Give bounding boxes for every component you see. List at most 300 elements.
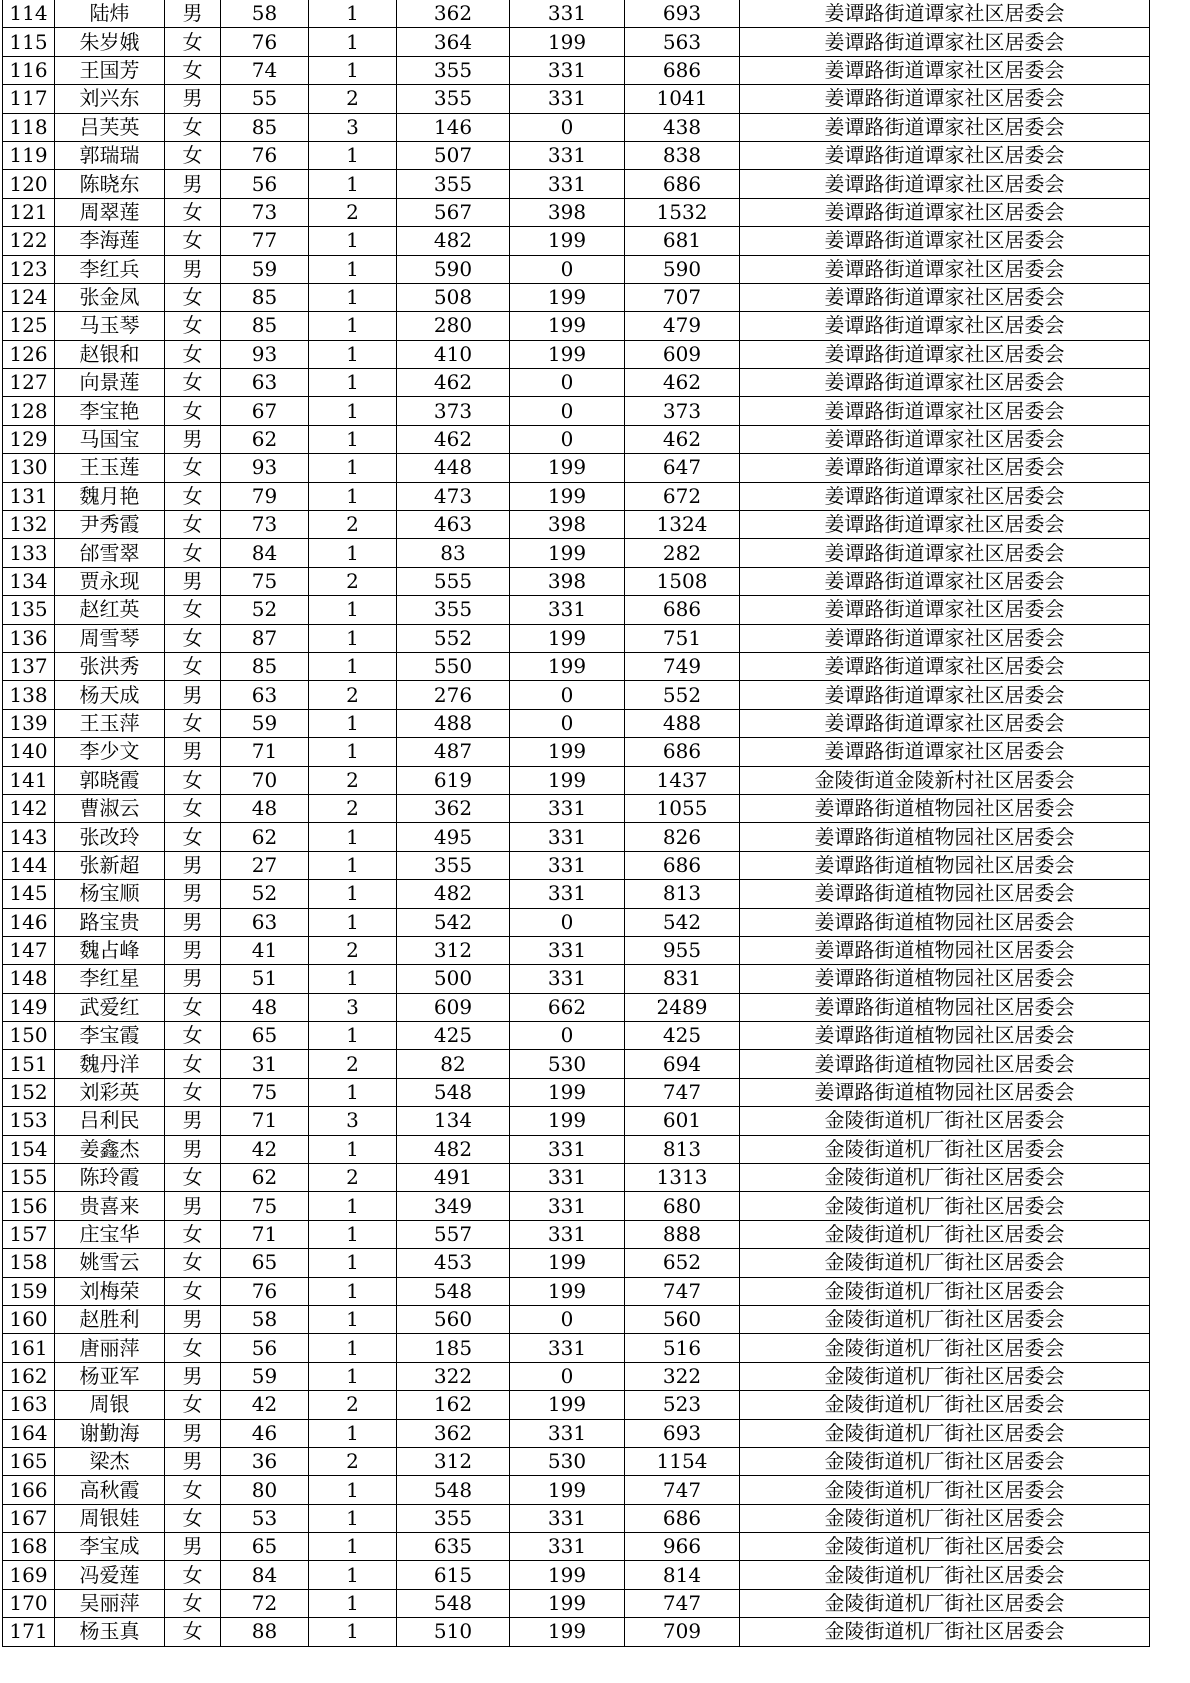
amount-b-cell: 199 (510, 28, 625, 56)
residents-committee-cell: 姜谭路街道谭家社区居委会 (740, 56, 1150, 84)
amount-a-cell: 560 (397, 1305, 510, 1333)
row-number-cell: 162 (3, 1362, 55, 1390)
amount-b-cell: 331 (510, 936, 625, 964)
amount-a-cell: 362 (397, 0, 510, 28)
person-name-cell: 魏月艳 (55, 482, 165, 510)
table-row (3, 1447, 1150, 1475)
household-count-cell: 1 (309, 283, 397, 311)
table-row (3, 1078, 1150, 1106)
household-count-cell: 1 (309, 312, 397, 340)
person-name-cell: 高秋霞 (55, 1476, 165, 1504)
age-cell: 85 (221, 312, 309, 340)
age-cell: 48 (221, 794, 309, 822)
total-amount-cell: 672 (625, 482, 740, 510)
amount-a-cell: 548 (397, 1277, 510, 1305)
age-cell: 31 (221, 1050, 309, 1078)
age-cell: 74 (221, 56, 309, 84)
total-amount-cell: 601 (625, 1107, 740, 1135)
residents-committee-cell: 金陵街道机厂街社区居委会 (740, 1476, 1150, 1504)
residents-committee-cell: 姜谭路街道谭家社区居委会 (740, 283, 1150, 311)
age-cell: 63 (221, 369, 309, 397)
amount-a-cell: 555 (397, 567, 510, 595)
gender-cell: 女 (165, 624, 221, 652)
row-number-cell: 151 (3, 1050, 55, 1078)
amount-a-cell: 550 (397, 652, 510, 680)
table-row (3, 1220, 1150, 1248)
amount-a-cell: 362 (397, 1419, 510, 1447)
amount-b-cell: 0 (510, 369, 625, 397)
person-name-cell: 周银娃 (55, 1504, 165, 1532)
amount-a-cell: 482 (397, 1135, 510, 1163)
total-amount-cell: 1437 (625, 766, 740, 794)
amount-b-cell: 331 (510, 1135, 625, 1163)
residents-committee-cell: 姜谭路街道谭家社区居委会 (740, 539, 1150, 567)
table-row (3, 936, 1150, 964)
amount-b-cell: 199 (510, 766, 625, 794)
total-amount-cell: 1055 (625, 794, 740, 822)
age-cell: 55 (221, 85, 309, 113)
household-count-cell: 1 (309, 1022, 397, 1050)
total-amount-cell: 563 (625, 28, 740, 56)
person-name-cell: 周银 (55, 1391, 165, 1419)
household-count-cell: 1 (309, 1334, 397, 1362)
table-row (3, 113, 1150, 141)
gender-cell: 女 (165, 511, 221, 539)
age-cell: 42 (221, 1135, 309, 1163)
age-cell: 88 (221, 1618, 309, 1646)
row-number-cell: 153 (3, 1107, 55, 1135)
row-number-cell: 139 (3, 709, 55, 737)
gender-cell: 女 (165, 1589, 221, 1617)
total-amount-cell: 831 (625, 965, 740, 993)
table-row (3, 738, 1150, 766)
row-number-cell: 130 (3, 454, 55, 482)
age-cell: 76 (221, 1277, 309, 1305)
person-name-cell: 姚雪云 (55, 1249, 165, 1277)
residents-committee-cell: 姜谭路街道谭家社区居委会 (740, 28, 1150, 56)
total-amount-cell: 462 (625, 425, 740, 453)
amount-a-cell: 615 (397, 1561, 510, 1589)
person-name-cell: 郭晓霞 (55, 766, 165, 794)
total-amount-cell: 488 (625, 709, 740, 737)
amount-a-cell: 487 (397, 738, 510, 766)
age-cell: 79 (221, 482, 309, 510)
row-number-cell: 127 (3, 369, 55, 397)
total-amount-cell: 1532 (625, 198, 740, 226)
amount-a-cell: 500 (397, 965, 510, 993)
residents-committee-cell: 金陵街道机厂街社区居委会 (740, 1192, 1150, 1220)
amount-a-cell: 276 (397, 681, 510, 709)
amount-a-cell: 349 (397, 1192, 510, 1220)
table-row (3, 0, 1150, 28)
household-count-cell: 1 (309, 1249, 397, 1277)
household-count-cell: 1 (309, 1220, 397, 1248)
table-row (3, 1561, 1150, 1589)
amount-b-cell: 199 (510, 652, 625, 680)
row-number-cell: 171 (3, 1618, 55, 1646)
age-cell: 75 (221, 567, 309, 595)
amount-b-cell: 199 (510, 482, 625, 510)
amount-b-cell: 331 (510, 1192, 625, 1220)
amount-a-cell: 488 (397, 709, 510, 737)
table-row (3, 709, 1150, 737)
residents-committee-cell: 姜谭路街道谭家社区居委会 (740, 369, 1150, 397)
person-name-cell: 李宝成 (55, 1533, 165, 1561)
table-row (3, 454, 1150, 482)
household-count-cell: 1 (309, 28, 397, 56)
age-cell: 62 (221, 823, 309, 851)
table-row (3, 1164, 1150, 1192)
residents-committee-cell: 姜谭路街道植物园社区居委会 (740, 1022, 1150, 1050)
amount-b-cell: 331 (510, 0, 625, 28)
amount-b-cell: 331 (510, 1334, 625, 1362)
household-count-cell: 1 (309, 1504, 397, 1532)
age-cell: 58 (221, 0, 309, 28)
gender-cell: 女 (165, 28, 221, 56)
amount-a-cell: 322 (397, 1362, 510, 1390)
person-name-cell: 王玉莲 (55, 454, 165, 482)
total-amount-cell: 694 (625, 1050, 740, 1078)
age-cell: 52 (221, 880, 309, 908)
gender-cell: 女 (165, 766, 221, 794)
table-row (3, 1476, 1150, 1504)
household-count-cell: 1 (309, 965, 397, 993)
gender-cell: 男 (165, 1135, 221, 1163)
household-count-cell: 1 (309, 652, 397, 680)
amount-a-cell: 557 (397, 1220, 510, 1248)
row-number-cell: 129 (3, 425, 55, 453)
table-row (3, 1391, 1150, 1419)
age-cell: 71 (221, 738, 309, 766)
household-count-cell: 1 (309, 539, 397, 567)
total-amount-cell: 609 (625, 340, 740, 368)
total-amount-cell: 680 (625, 1192, 740, 1220)
row-number-cell: 125 (3, 312, 55, 340)
amount-a-cell: 552 (397, 624, 510, 652)
amount-b-cell: 199 (510, 312, 625, 340)
amount-a-cell: 491 (397, 1164, 510, 1192)
amount-b-cell: 0 (510, 709, 625, 737)
row-number-cell: 136 (3, 624, 55, 652)
table-row (3, 85, 1150, 113)
table-row (3, 652, 1150, 680)
gender-cell: 男 (165, 170, 221, 198)
gender-cell: 男 (165, 1192, 221, 1220)
gender-cell: 男 (165, 851, 221, 879)
amount-b-cell: 199 (510, 283, 625, 311)
table-row (3, 227, 1150, 255)
age-cell: 84 (221, 1561, 309, 1589)
table-row (3, 511, 1150, 539)
gender-cell: 女 (165, 652, 221, 680)
person-name-cell: 梁杰 (55, 1447, 165, 1475)
table-row (3, 283, 1150, 311)
gender-cell: 女 (165, 1618, 221, 1646)
gender-cell: 女 (165, 1334, 221, 1362)
residents-committee-cell: 金陵街道机厂街社区居委会 (740, 1249, 1150, 1277)
person-name-cell: 贾永现 (55, 567, 165, 595)
row-number-cell: 160 (3, 1305, 55, 1333)
row-number-cell: 137 (3, 652, 55, 680)
household-count-cell: 1 (309, 1618, 397, 1646)
person-name-cell: 姜鑫杰 (55, 1135, 165, 1163)
person-name-cell: 冯爱莲 (55, 1561, 165, 1589)
table-row (3, 1419, 1150, 1447)
person-name-cell: 唐丽萍 (55, 1334, 165, 1362)
table-row (3, 170, 1150, 198)
household-count-cell: 1 (309, 1533, 397, 1561)
person-name-cell: 刘彩英 (55, 1078, 165, 1106)
residents-committee-cell: 姜谭路街道谭家社区居委会 (740, 681, 1150, 709)
amount-b-cell: 331 (510, 823, 625, 851)
household-count-cell: 1 (309, 141, 397, 169)
amount-b-cell: 199 (510, 1391, 625, 1419)
amount-b-cell: 331 (510, 1504, 625, 1532)
household-count-cell: 2 (309, 511, 397, 539)
person-name-cell: 魏丹洋 (55, 1050, 165, 1078)
amount-a-cell: 185 (397, 1334, 510, 1362)
household-count-cell: 1 (309, 1305, 397, 1333)
total-amount-cell: 523 (625, 1391, 740, 1419)
row-number-cell: 122 (3, 227, 55, 255)
residents-committee-cell: 姜谭路街道谭家社区居委会 (740, 425, 1150, 453)
amount-b-cell: 199 (510, 1078, 625, 1106)
gender-cell: 男 (165, 965, 221, 993)
amount-b-cell: 331 (510, 141, 625, 169)
total-amount-cell: 747 (625, 1078, 740, 1106)
total-amount-cell: 652 (625, 1249, 740, 1277)
table-body (3, 0, 1150, 1646)
residents-committee-cell: 金陵街道机厂街社区居委会 (740, 1362, 1150, 1390)
person-name-cell: 武爱红 (55, 993, 165, 1021)
residents-committee-cell: 姜谭路街道植物园社区居委会 (740, 851, 1150, 879)
amount-a-cell: 590 (397, 255, 510, 283)
total-amount-cell: 838 (625, 141, 740, 169)
amount-a-cell: 482 (397, 880, 510, 908)
amount-a-cell: 162 (397, 1391, 510, 1419)
table-row (3, 823, 1150, 851)
amount-b-cell: 331 (510, 56, 625, 84)
row-number-cell: 166 (3, 1476, 55, 1504)
row-number-cell: 131 (3, 482, 55, 510)
household-count-cell: 1 (309, 1362, 397, 1390)
table-row (3, 908, 1150, 936)
gender-cell: 男 (165, 681, 221, 709)
total-amount-cell: 707 (625, 283, 740, 311)
age-cell: 59 (221, 255, 309, 283)
person-name-cell: 杨亚军 (55, 1362, 165, 1390)
household-count-cell: 1 (309, 1589, 397, 1617)
household-count-cell: 1 (309, 851, 397, 879)
age-cell: 36 (221, 1447, 309, 1475)
age-cell: 53 (221, 1504, 309, 1532)
gender-cell: 女 (165, 1078, 221, 1106)
age-cell: 87 (221, 624, 309, 652)
age-cell: 84 (221, 539, 309, 567)
person-name-cell: 吴丽萍 (55, 1589, 165, 1617)
gender-cell: 女 (165, 1220, 221, 1248)
total-amount-cell: 686 (625, 56, 740, 84)
table-row (3, 1362, 1150, 1390)
table-row (3, 198, 1150, 226)
household-count-cell: 1 (309, 482, 397, 510)
table-row (3, 1249, 1150, 1277)
household-count-cell: 2 (309, 1391, 397, 1419)
gender-cell: 女 (165, 993, 221, 1021)
row-number-cell: 132 (3, 511, 55, 539)
residents-committee-cell: 金陵街道机厂街社区居委会 (740, 1391, 1150, 1419)
residents-committee-cell: 金陵街道机厂街社区居委会 (740, 1164, 1150, 1192)
amount-a-cell: 83 (397, 539, 510, 567)
table-row (3, 965, 1150, 993)
amount-b-cell: 199 (510, 738, 625, 766)
age-cell: 56 (221, 170, 309, 198)
person-name-cell: 赵胜利 (55, 1305, 165, 1333)
age-cell: 62 (221, 425, 309, 453)
amount-b-cell: 331 (510, 85, 625, 113)
household-count-cell: 1 (309, 823, 397, 851)
total-amount-cell: 560 (625, 1305, 740, 1333)
amount-b-cell: 398 (510, 198, 625, 226)
household-count-cell: 2 (309, 85, 397, 113)
person-name-cell: 王国芳 (55, 56, 165, 84)
residents-committee-cell: 姜谭路街道谭家社区居委会 (740, 340, 1150, 368)
age-cell: 65 (221, 1533, 309, 1561)
total-amount-cell: 1324 (625, 511, 740, 539)
amount-a-cell: 473 (397, 482, 510, 510)
total-amount-cell: 373 (625, 397, 740, 425)
total-amount-cell: 747 (625, 1589, 740, 1617)
person-name-cell: 朱岁娥 (55, 28, 165, 56)
total-amount-cell: 542 (625, 908, 740, 936)
amount-a-cell: 134 (397, 1107, 510, 1135)
total-amount-cell: 686 (625, 596, 740, 624)
residents-committee-cell: 姜谭路街道谭家社区居委会 (740, 198, 1150, 226)
row-number-cell: 168 (3, 1533, 55, 1561)
amount-a-cell: 355 (397, 85, 510, 113)
age-cell: 76 (221, 141, 309, 169)
total-amount-cell: 693 (625, 1419, 740, 1447)
table-row (3, 766, 1150, 794)
residents-committee-cell: 姜谭路街道植物园社区居委会 (740, 794, 1150, 822)
residents-committee-cell: 姜谭路街道谭家社区居委会 (740, 738, 1150, 766)
residents-committee-cell: 金陵街道机厂街社区居委会 (740, 1618, 1150, 1646)
person-name-cell: 马玉琴 (55, 312, 165, 340)
amount-a-cell: 355 (397, 596, 510, 624)
total-amount-cell: 749 (625, 652, 740, 680)
household-count-cell: 3 (309, 113, 397, 141)
amount-b-cell: 331 (510, 1419, 625, 1447)
person-name-cell: 李海莲 (55, 227, 165, 255)
table-row (3, 794, 1150, 822)
total-amount-cell: 747 (625, 1277, 740, 1305)
household-count-cell: 1 (309, 56, 397, 84)
row-number-cell: 158 (3, 1249, 55, 1277)
gender-cell: 男 (165, 1533, 221, 1561)
row-number-cell: 155 (3, 1164, 55, 1192)
person-name-cell: 李少文 (55, 738, 165, 766)
household-count-cell: 2 (309, 567, 397, 595)
total-amount-cell: 813 (625, 880, 740, 908)
row-number-cell: 169 (3, 1561, 55, 1589)
amount-a-cell: 508 (397, 283, 510, 311)
residents-committee-cell: 姜谭路街道谭家社区居委会 (740, 397, 1150, 425)
residents-committee-cell: 姜谭路街道谭家社区居委会 (740, 0, 1150, 28)
residents-committee-cell: 姜谭路街道植物园社区居委会 (740, 936, 1150, 964)
person-name-cell: 杨宝顺 (55, 880, 165, 908)
household-count-cell: 1 (309, 596, 397, 624)
household-count-cell: 1 (309, 1419, 397, 1447)
gender-cell: 女 (165, 113, 221, 141)
age-cell: 85 (221, 283, 309, 311)
age-cell: 73 (221, 198, 309, 226)
table-row (3, 1192, 1150, 1220)
amount-a-cell: 448 (397, 454, 510, 482)
residents-committee-cell: 姜谭路街道植物园社区居委会 (740, 1050, 1150, 1078)
row-number-cell: 156 (3, 1192, 55, 1220)
person-name-cell: 李宝艳 (55, 397, 165, 425)
gender-cell: 女 (165, 1249, 221, 1277)
total-amount-cell: 747 (625, 1476, 740, 1504)
total-amount-cell: 438 (625, 113, 740, 141)
residents-committee-cell: 姜谭路街道植物园社区居委会 (740, 993, 1150, 1021)
amount-b-cell: 199 (510, 1561, 625, 1589)
gender-cell: 男 (165, 738, 221, 766)
gender-cell: 女 (165, 596, 221, 624)
table-row (3, 425, 1150, 453)
person-name-cell: 杨天成 (55, 681, 165, 709)
row-number-cell: 154 (3, 1135, 55, 1163)
household-count-cell: 1 (309, 369, 397, 397)
person-name-cell: 向景莲 (55, 369, 165, 397)
total-amount-cell: 751 (625, 624, 740, 652)
gender-cell: 女 (165, 1504, 221, 1532)
residents-committee-cell: 姜谭路街道谭家社区居委会 (740, 454, 1150, 482)
residents-committee-cell: 姜谭路街道植物园社区居委会 (740, 880, 1150, 908)
row-number-cell: 117 (3, 85, 55, 113)
row-number-cell: 163 (3, 1391, 55, 1419)
row-number-cell: 121 (3, 198, 55, 226)
residents-committee-cell: 金陵街道金陵新村社区居委会 (740, 766, 1150, 794)
amount-b-cell: 331 (510, 1533, 625, 1561)
gender-cell: 男 (165, 1305, 221, 1333)
row-number-cell: 118 (3, 113, 55, 141)
table-row (3, 28, 1150, 56)
residents-committee-cell: 姜谭路街道谭家社区居委会 (740, 113, 1150, 141)
household-count-cell: 2 (309, 794, 397, 822)
person-name-cell: 谢勤海 (55, 1419, 165, 1447)
gender-cell: 女 (165, 1050, 221, 1078)
row-number-cell: 126 (3, 340, 55, 368)
person-name-cell: 赵银和 (55, 340, 165, 368)
row-number-cell: 157 (3, 1220, 55, 1248)
household-count-cell: 1 (309, 425, 397, 453)
person-name-cell: 魏占峰 (55, 936, 165, 964)
gender-cell: 女 (165, 1391, 221, 1419)
total-amount-cell: 813 (625, 1135, 740, 1163)
gender-cell: 男 (165, 1447, 221, 1475)
amount-b-cell: 662 (510, 993, 625, 1021)
household-count-cell: 2 (309, 1164, 397, 1192)
person-name-cell: 邰雪翠 (55, 539, 165, 567)
household-count-cell: 1 (309, 1135, 397, 1163)
row-number-cell: 123 (3, 255, 55, 283)
row-number-cell: 115 (3, 28, 55, 56)
household-count-cell: 2 (309, 766, 397, 794)
age-cell: 65 (221, 1022, 309, 1050)
person-name-cell: 刘梅荣 (55, 1277, 165, 1305)
total-amount-cell: 425 (625, 1022, 740, 1050)
